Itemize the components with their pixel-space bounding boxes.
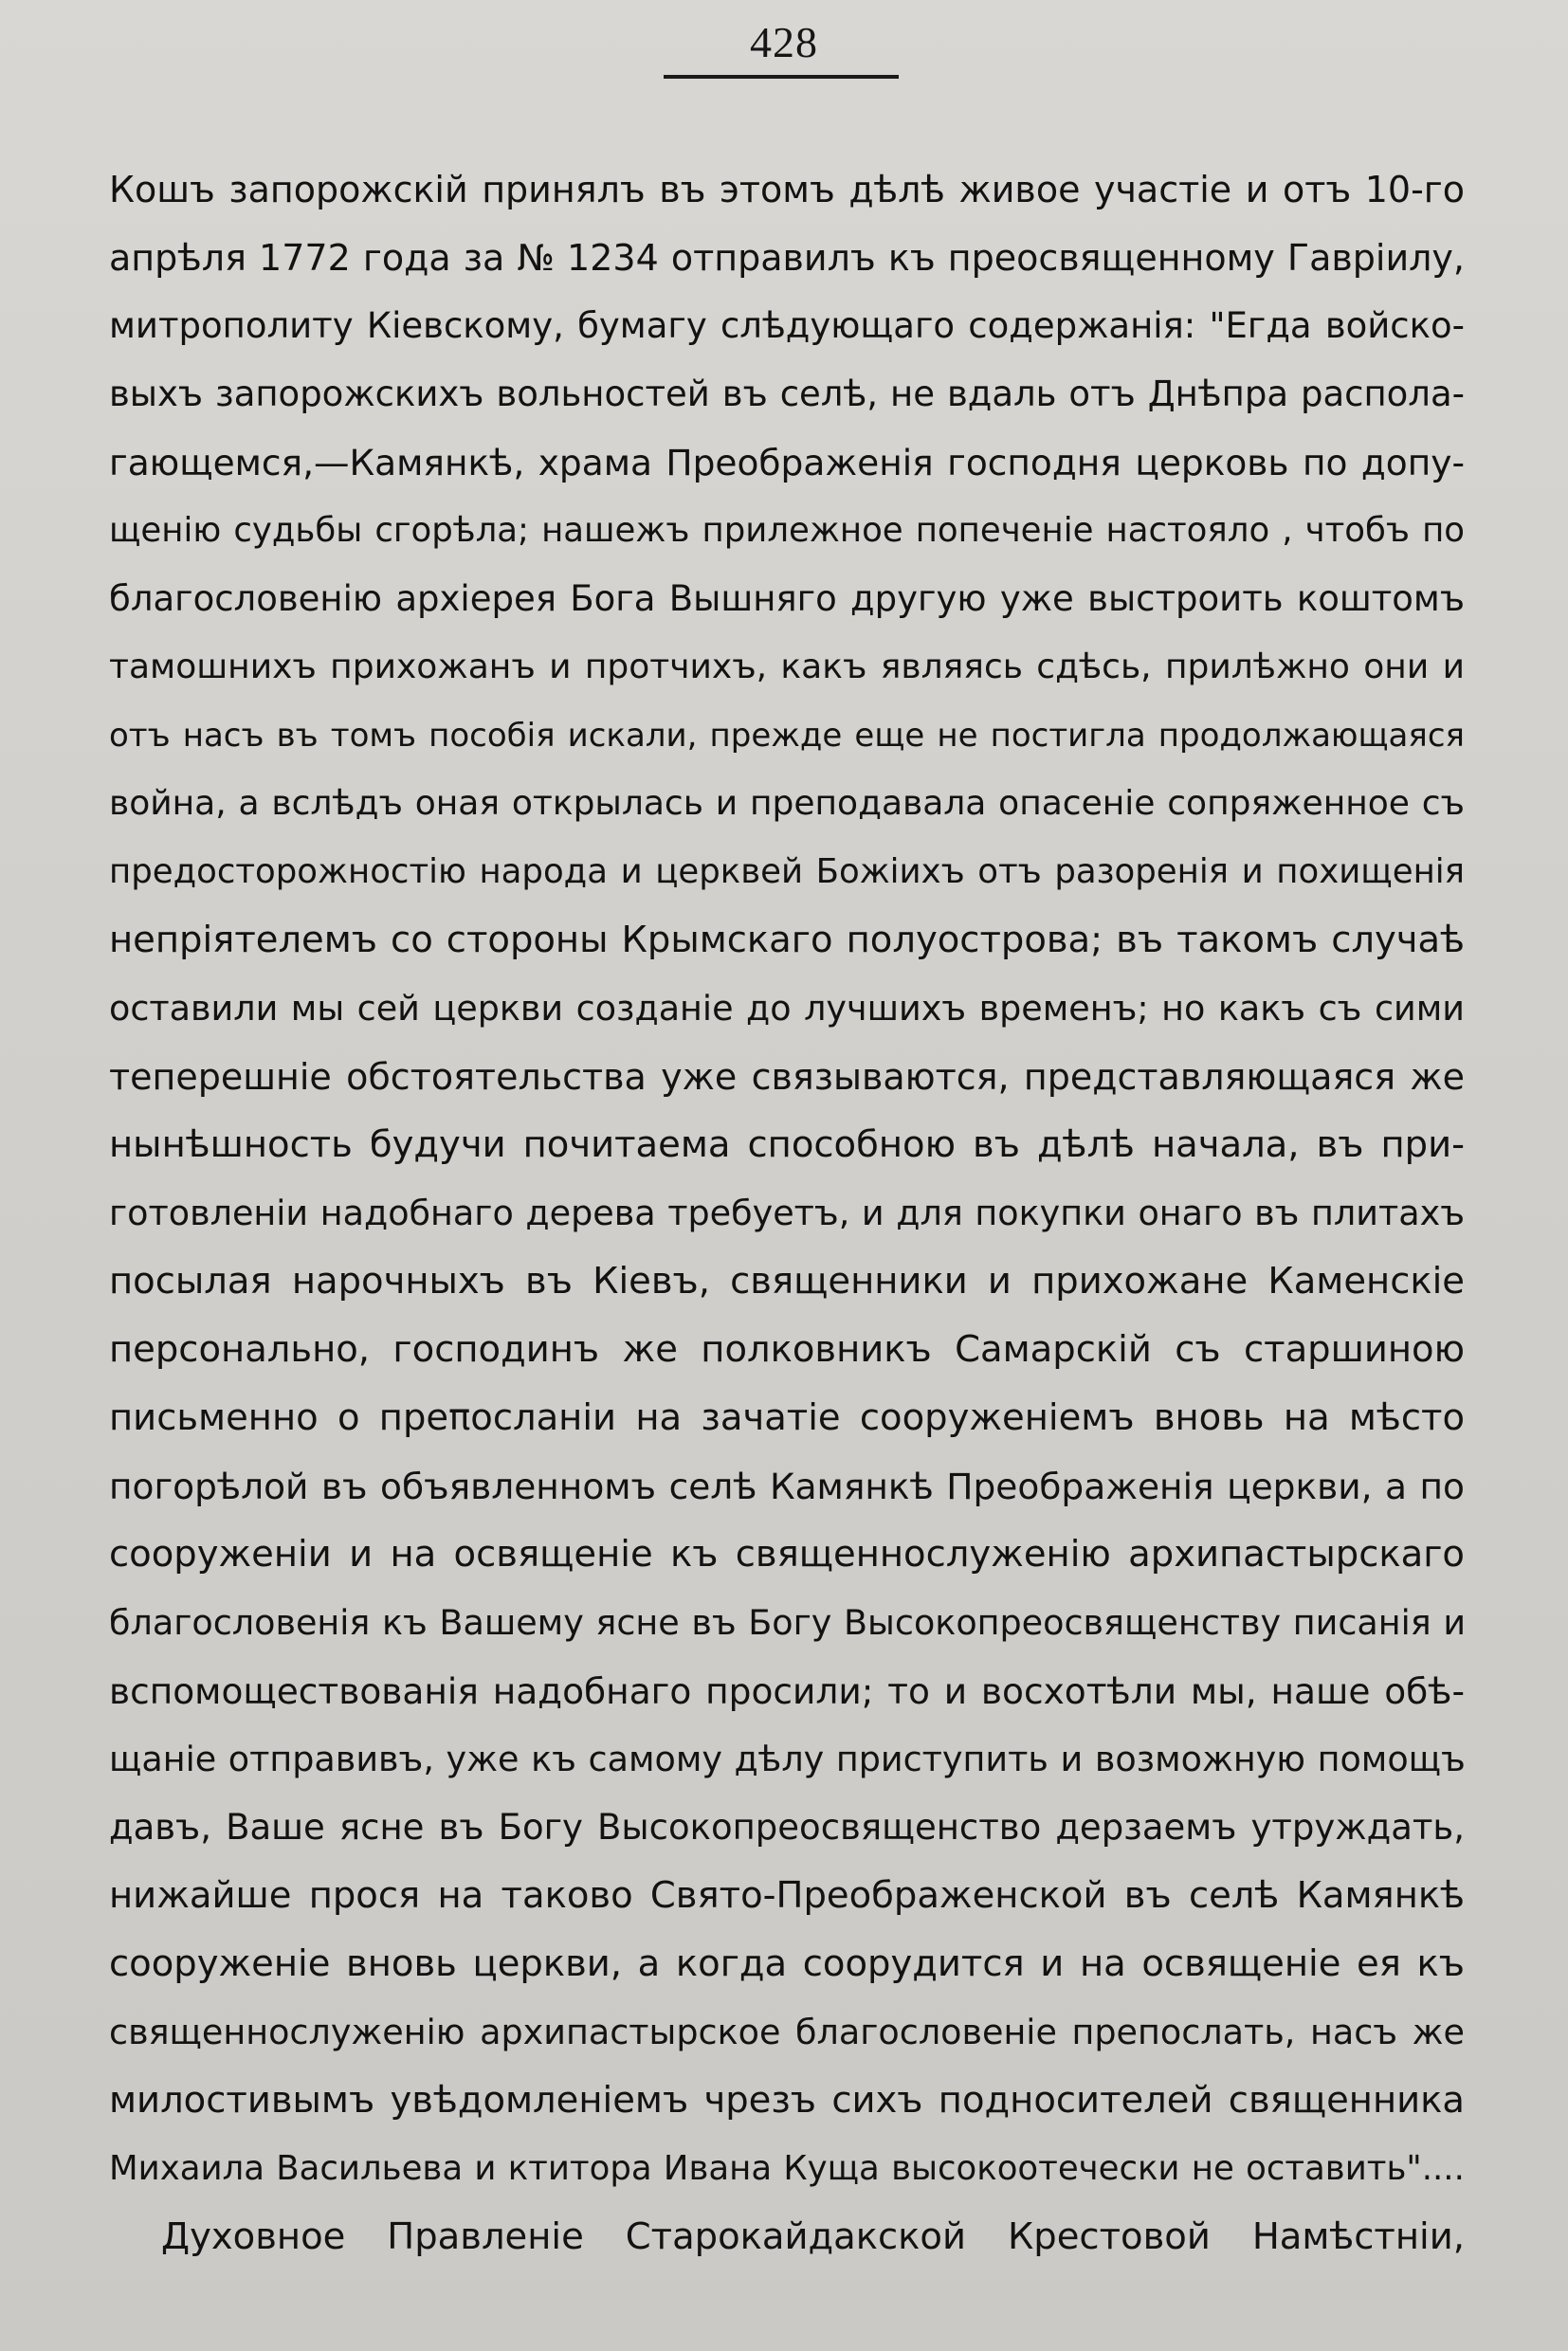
text-line: предосторожностію народа и церквей Божіихъ отъ разоренія и похищенія	[109, 852, 1465, 891]
text-line: благословенія къ Вашему ясне въ Богу Высокопреосвященству писанія и	[109, 1602, 1467, 1643]
text-line: письменно о преπосланіи на зачатіе сооруженіемъ вновь на мѣсто	[109, 1396, 1465, 1439]
text-line: Михаила Васильева и ктитора Ивана Куща высокоотечески не оставить"....	[109, 2149, 1465, 2188]
text-line: щенію судьбы сгорѣла; нашежъ прилежное попеченіе настояло , чтобъ по	[109, 511, 1465, 550]
text-line: тамошнихъ прихожанъ и протчихъ, какъ являясь сдѣсь, прилѣжно они и	[109, 647, 1465, 686]
text-line: оставили мы сей церкви созданіе до лучшихъ временъ; но какъ съ сими	[109, 988, 1465, 1029]
text-line: нижайше прося на таково Свято-Преображенской въ селѣ Камянкѣ	[109, 1874, 1465, 1917]
text-line: апрѣля 1772 года за № 1234 отправилъ къ преосвященному Гавріилу,	[109, 237, 1465, 279]
text-line: вспомоществованія надобнаго просили; то и восхотѣли мы, наше обѣ-	[109, 1670, 1465, 1712]
text-line: благословенію архіерея Бога Вышняго другую уже выстроить коштомъ	[109, 578, 1465, 619]
text-line: щаніе отправивъ, уже къ самому дѣлу приступить и возможную помощъ	[109, 1739, 1466, 1779]
text-line: Духовное Правленіе Старокайдакской Крестовой Намѣстніи,	[161, 2215, 1465, 2258]
text-line: давъ, Ваше ясне въ Богу Высокопреосвященство дерзаемъ утруждать,	[109, 1807, 1465, 1848]
page-number: 428	[750, 18, 818, 66]
text-line: милостивымъ увѣдомленіемъ чрезъ сихъ подносителей священника	[109, 2079, 1465, 2122]
text-line: персонально, господинъ же полковникъ Самарскій съ старшиною	[109, 1328, 1465, 1371]
text-line: выхъ запорожскихъ вольностей въ селѣ, не вдаль отъ Днѣпра распола-	[109, 374, 1465, 414]
text-line: митрополиту Кіевскому, бумагу слѣдующаго содержанія: "Егда войско-	[109, 305, 1465, 346]
text-line: посылая нарочныхъ въ Кіевъ, священники и прихожане Каменскіе	[109, 1260, 1465, 1303]
text-line: теперешніе обстоятельства уже связываются, представляющаяся же	[109, 1056, 1465, 1098]
text-line: сооруженіе вновь церкви, а когда соорудится и на освященіе ея къ	[109, 1942, 1465, 1985]
text-line: отъ насъ въ томъ пособія искали, прежде еще не постигла продолжающаяся	[109, 717, 1465, 755]
text-line: священнослуженію архипастырское благословеніе препослать, насъ же	[109, 2012, 1465, 2052]
text-line: непріятелемъ со стороны Крымскаго полуострова; въ такомъ случаѣ	[109, 919, 1465, 961]
text-line: сооруженіи и на освященіе къ священнослуженію архипастырскаго	[109, 1533, 1465, 1576]
text-line: Кошъ запорожскій принялъ въ этомъ дѣлѣ живое участіе и отъ 10-го	[109, 169, 1465, 210]
text-line: война, а вслѣдъ оная открылась и преподавала опасеніе сопряженное съ	[109, 784, 1465, 823]
text-line: нынѣшность будучи почитаема способною въ дѣлѣ начала, въ при-	[109, 1123, 1465, 1166]
text-line: готовленіи надобнаго дерева требуетъ, и для покупки онаго въ плитахъ	[109, 1193, 1465, 1233]
text-line: погорѣлой въ объявленномъ селѣ Камянкѣ Преображенія церкви, а по	[109, 1466, 1465, 1507]
header-rule	[664, 75, 899, 79]
text-line: гающемся,—Камянкѣ, храма Преображенія господня церковь по допу-	[109, 442, 1465, 483]
